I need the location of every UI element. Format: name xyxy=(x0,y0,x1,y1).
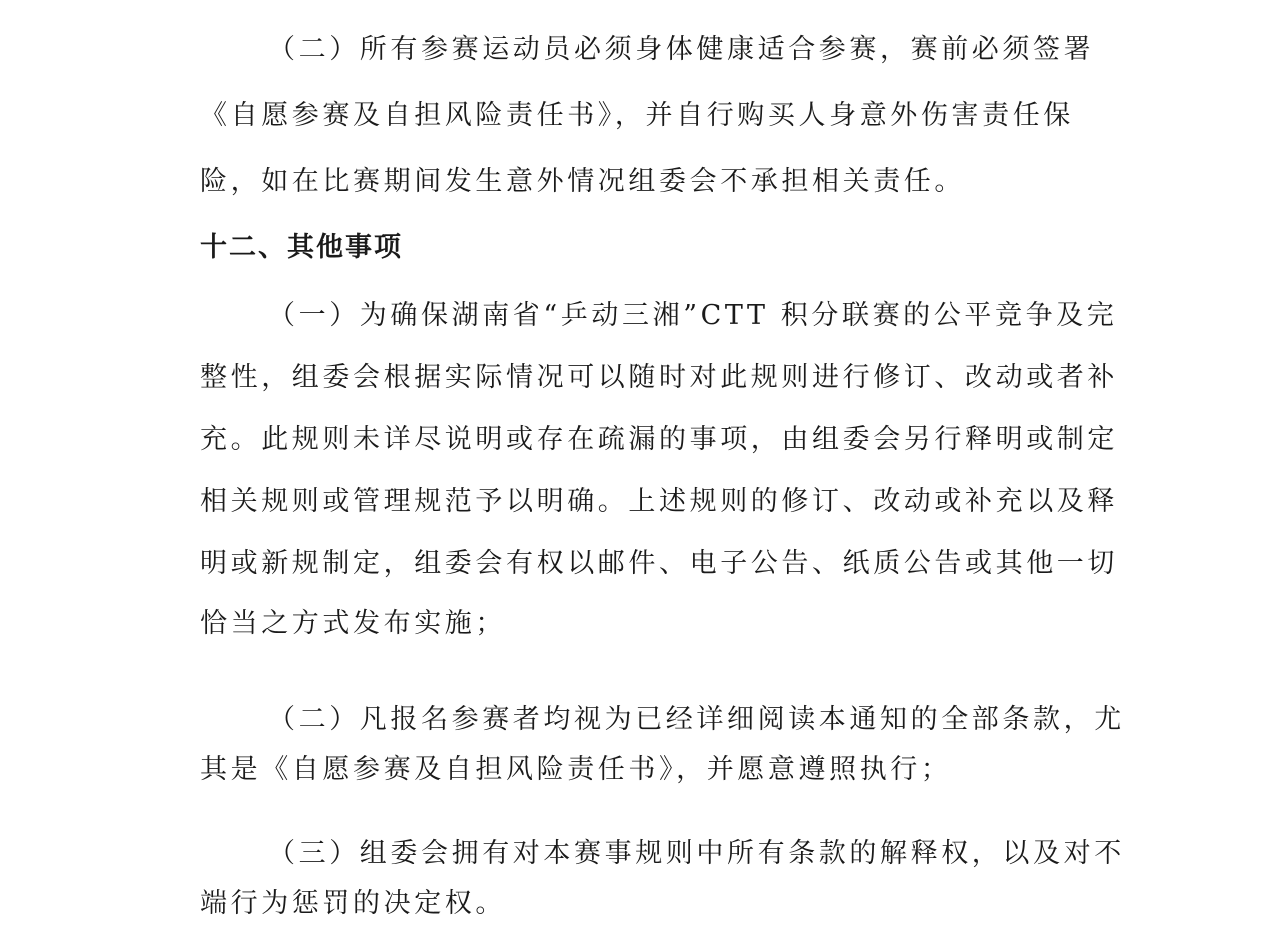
paragraph-line: 险，如在比赛期间发生意外情况组委会不承担相关责任。 xyxy=(200,166,965,197)
paragraph-line: 其是《自愿参赛及自担风险责任书》，并愿意遵照执行； xyxy=(200,754,952,785)
paragraph-line: （三）组委会拥有对本赛事规则中所有条款的解释权，以及对不 xyxy=(268,838,1125,869)
paragraph-line: 恰当之方式发布实施； xyxy=(200,608,506,639)
paragraph-line: 明或新规制定，组委会有权以邮件、电子公告、纸质公告或其他一切 xyxy=(200,548,1118,579)
paragraph-line: 充。此规则未详尽说明或存在疏漏的事项，由组委会另行释明或制定 xyxy=(200,424,1118,455)
paragraph-line: 相关规则或管理规范予以明确。上述规则的修订、改动或补充以及释 xyxy=(200,486,1118,517)
paragraph-line: （二）所有参赛运动员必须身体健康适合参赛，赛前必须签署 xyxy=(268,34,1095,65)
paragraph-line: 端行为惩罚的决定权。 xyxy=(200,888,506,919)
section-heading: 十二、其他事项 xyxy=(200,232,403,263)
paragraph-line: 《自愿参赛及自担风险责任书》，并自行购买人身意外伤害责任保 xyxy=(200,100,1074,131)
paragraph-line: （一）为确保湖南省“乒动三湘”CTT 积分联赛的公平竞争及完 xyxy=(268,300,1118,331)
paragraph-line: （二）凡报名参赛者均视为已经详细阅读本通知的全部条款，尤 xyxy=(268,704,1125,735)
paragraph-line: 整性，组委会根据实际情况可以随时对此规则进行修订、改动或者补 xyxy=(200,362,1118,393)
